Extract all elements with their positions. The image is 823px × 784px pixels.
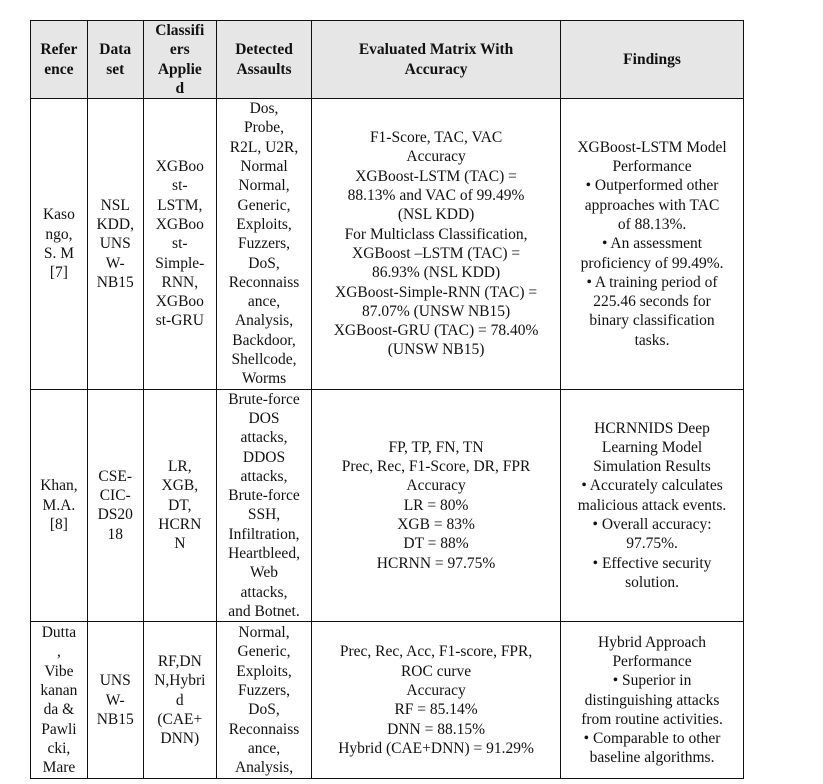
cell-line: Exploits, [236,662,292,680]
cell-metrics [312,389,561,622]
cell-line: 225.46 seconds for [593,293,711,311]
cell-line: • A training period of [586,273,718,291]
cell-dataset [87,389,143,622]
cell-line: Reconnaiss [228,273,300,291]
cell-line: N [174,535,186,553]
cell-line: Detected [235,41,293,59]
cell-line: XGBoost-LSTM Model [577,138,727,156]
cell-line: XGBoo [155,158,204,176]
cell-line: DoS, [248,701,280,719]
cell-line: (CAE+ [157,710,203,728]
cell-line: ROC curve [400,662,472,680]
cell-line: XGB, [161,477,199,495]
cell-metrics [312,99,561,389]
cell-line: Dutta [41,624,77,642]
cell-line: Hybrid Approach [598,633,707,651]
cell-line: binary classification [589,312,715,330]
cell-classifiers [143,99,216,389]
cell-line: (UNSW NB15) [387,341,485,359]
cell-line: FP, TP, FN, TN [388,438,484,456]
cell-findings [561,622,744,779]
cell-line: W- [105,691,125,709]
header-findings [561,21,744,99]
cell-classifiers [143,389,216,622]
cell-line: solution. [625,573,679,591]
cell-assaults [216,389,311,622]
cell-line: • Outperformed other [585,177,719,195]
cell-assaults [216,99,311,389]
cell-line: RNN, [161,273,199,291]
cell-line: Exploits, [236,215,292,233]
header-dataset [87,21,143,99]
cell-reference [31,99,88,389]
cell-line: approaches with TAC [584,196,720,214]
cell-line: st-GRU [155,312,204,330]
literature-review-table [30,20,744,779]
cell-line: ence [44,60,74,78]
cell-line: Prec, Rec, Acc, F1-score, FPR, [339,643,533,661]
cell-line: RF,DN [157,652,202,670]
cell-line: XGBoo [155,215,204,233]
cell-line: HCRNN = 97.75% [376,554,496,572]
cell-line: HCRNNIDS Deep [594,419,710,437]
cell-line: NB15 [96,710,134,728]
cell-line: Brute-force [228,487,300,505]
cell-line: • Effective security [592,554,712,572]
cell-line: XGBoost –LSTM (TAC) = [352,244,521,262]
cell-line: F1-Score, TAC, VAC [369,129,503,147]
cell-line: st- [172,235,188,253]
cell-line: Shellcode, [231,351,297,369]
cell-line: Fuzzers, [237,235,291,253]
cell-classifiers [143,622,216,779]
cell-line: Refer [40,41,78,59]
cell-line: set [106,60,125,78]
cell-line: attacks, [240,583,288,601]
cell-line: DT = 88% [403,535,469,553]
cell-line: d [175,691,184,709]
cell-line: • Accurately calculates [581,477,723,495]
cell-line: Prec, Rec, F1-Score, DR, FPR [341,458,531,476]
cell-line: ngo, [45,225,73,243]
cell-line: Kaso [42,206,75,224]
cell-line: • An assessment [601,235,703,253]
cell-line: Infiltration, [228,525,300,543]
cell-line: attacks, [240,467,288,485]
cell-line: Generic, [237,196,291,214]
cell-line: LR = 80% [403,496,469,514]
cell-line: Generic, [237,643,291,661]
cell-line: Web [250,564,279,582]
cell-line: NSL [100,196,130,214]
cell-line: • Superior in [612,672,692,690]
cell-line: DS20 [97,506,133,524]
cell-line: Accuracy [404,60,468,78]
cell-line: LSTM, [157,196,203,214]
cell-line: Data [99,41,132,59]
cell-line: Simple- [155,254,205,272]
cell-line: XGBoost-LSTM (TAC) = [355,167,517,185]
cell-line: malicious attack events. [577,496,727,514]
cell-line: ers [169,41,190,59]
cell-line: kanan [40,681,78,699]
cell-line: Simulation Results [593,458,711,476]
cell-assaults [216,622,311,779]
cell-line: ance, [247,293,281,311]
cell-line: XGBoost-GRU (TAC) = 78.40% [333,322,539,340]
cell-line: 18 [107,525,123,543]
cell-line: Learning Model [601,438,703,456]
cell-line: 97.75%. [626,535,678,553]
cell-line: 88.13% and VAC of 99.49% [347,187,525,205]
cell-line: (NSL KDD) [397,206,475,224]
cell-line: XGBoo [155,293,204,311]
cell-line: Assaults [236,60,292,78]
cell-line: Fuzzers, [237,681,291,699]
cell-line: baseline algorithms. [589,749,715,767]
cell-line: M.A. [42,496,76,514]
cell-dataset [87,622,143,779]
cell-line: Probe, [243,119,285,137]
header-evaluated-matrix [312,21,561,99]
cell-line: Mare [42,759,76,777]
cell-line: Dos, [249,100,279,118]
cell-line: Khan, [40,477,78,495]
cell-line: Hybrid (CAE+DNN) = 91.29% [338,739,534,757]
cell-line: Backdoor, [232,331,296,349]
cell-line: d [175,79,185,97]
cell-findings [561,99,744,389]
header-classifiers [143,21,216,99]
cell-line: NB15 [96,273,134,291]
cell-line: Performance [612,158,692,176]
cell-line: ance, [247,739,281,757]
cell-line: Normal, [238,177,290,195]
cell-line: [8] [49,516,68,534]
cell-line: Performance [612,652,692,670]
cell-dataset [87,99,143,389]
cell-line: N,Hybri [154,672,206,690]
cell-line: Reconnaiss [228,720,300,738]
cell-line: R2L, U2R, [229,138,299,156]
cell-line: CIC- [99,487,131,505]
cell-line: Analysis, [234,759,294,777]
cell-line: XGB = 83% [397,516,475,534]
cell-line: DT, [168,496,192,514]
cell-line: KDD, [96,215,134,233]
cell-reference [31,622,88,779]
table-row [31,389,744,622]
cell-line: HCRN [158,516,202,534]
cell-line: cki, [47,739,71,757]
cell-line: Findings [623,50,681,68]
cell-reference [31,389,88,622]
cell-line: proficiency of 99.49%. [580,254,724,272]
cell-line: Normal, [238,624,290,642]
cell-line: UNS [99,672,131,690]
cell-line: SSH, [247,506,281,524]
cell-line: Accuracy [406,477,466,495]
header-row [31,21,744,99]
cell-line: Accuracy [406,681,466,699]
cell-line: Analysis, [234,312,294,330]
cell-line: st- [172,177,188,195]
cell-line: Pawli [41,720,77,738]
cell-line: Applie [157,60,202,78]
cell-line: UNS [99,235,131,253]
cell-line: attacks, [240,429,288,447]
cell-line: Accuracy [406,148,466,166]
cell-line: DNN = 88.15% [387,720,485,738]
cell-line: Normal [240,158,288,176]
table-row [31,622,744,779]
cell-line: 87.07% (UNSW NB15) [361,302,511,320]
cell-line: Evaluated Matrix With [358,41,514,59]
cell-line: • Comparable to other [583,730,721,748]
cell-findings [561,389,744,622]
table-row [31,99,744,389]
cell-line: Vibe [44,662,74,680]
cell-line: Brute-force [228,390,300,408]
header-reference [31,21,88,99]
cell-line: Worms [241,370,287,388]
cell-line: DoS, [248,254,280,272]
cell-line: and Botnet. [228,602,300,620]
cell-line: Heartbleed, [228,545,300,563]
cell-line: For Multiclass Classification, [344,225,528,243]
header-detected-assaults [216,21,311,99]
cell-line: XGBoost-Simple-RNN (TAC) = [335,283,538,301]
cell-line: from routine activities. [581,710,723,728]
cell-line: W- [105,254,125,272]
cell-line: • Overall accuracy: [592,516,712,534]
cell-line: da & [43,701,75,719]
cell-metrics [312,622,561,779]
cell-line: 86.93% (NSL KDD) [371,264,501,282]
cell-line: distinguishing attacks [584,691,720,709]
cell-line: S. M [43,244,74,262]
cell-line: tasks. [634,331,670,349]
cell-line: [7] [49,264,68,282]
cell-line: , [56,643,61,661]
cell-line: Classifi [155,22,205,39]
cell-line: DNN) [160,730,200,748]
cell-line: CSE- [98,467,133,485]
cell-line: DDOS [242,448,286,466]
cell-line: RF = 85.14% [394,701,478,719]
cell-line: of 88.13%. [617,215,687,233]
cell-line: LR, [167,458,192,476]
cell-line: DOS [248,409,280,427]
